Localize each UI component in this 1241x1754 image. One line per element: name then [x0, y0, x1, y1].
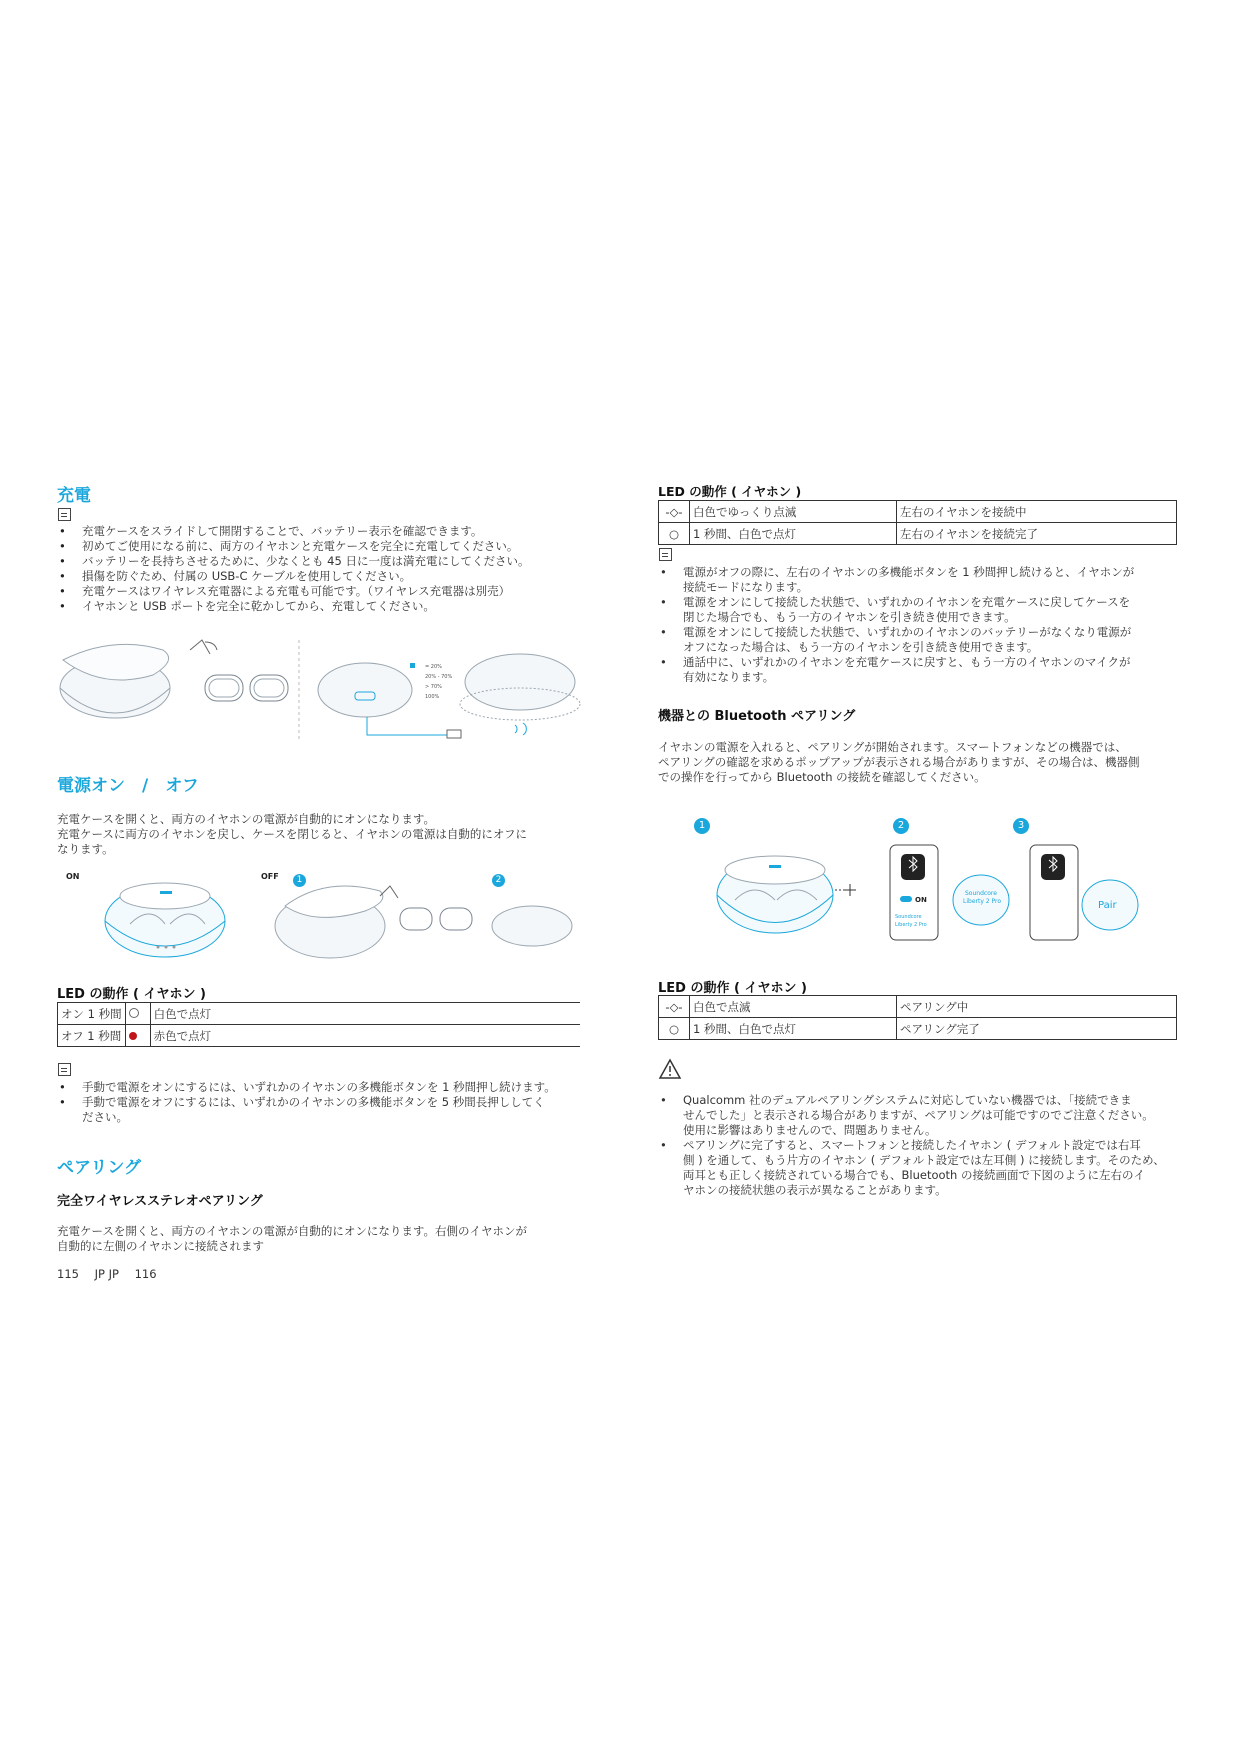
solid-icon: ○: [659, 1018, 690, 1040]
list-item: • イヤホンと USB ポートを完全に乾かしてから、充電してください。: [57, 599, 597, 614]
led-status: 左右のイヤホンを接続中: [897, 501, 1177, 523]
list-item: • 充電ケースをスライドして開閉することで、バッテリー表示を確認できます。: [57, 524, 597, 539]
led-desc: 1 秒間、白色で点灯: [690, 523, 897, 545]
pairing-subtitle: 完全ワイヤレスステレオペアリング: [57, 1194, 263, 1209]
led-status: ペアリング中: [897, 996, 1177, 1018]
table-row: [659, 1018, 1177, 1040]
note-icon: [58, 508, 71, 521]
popup-device-model: Liberty 2 Pro: [963, 898, 1002, 905]
list-item-continued: せんでした」と表示される場合がありますが、ペアリングは可能ですのでご注意ください。: [683, 1108, 1154, 1122]
table-row: [659, 523, 1177, 545]
note-icon: [58, 1063, 71, 1076]
list-item: 電源をオンにして接続した状態で、いずれかのイヤホンのバッテリーがなくなり電源が: [683, 625, 1132, 639]
led-desc: 赤色で点灯: [150, 1025, 580, 1047]
bt-paragraph: イヤホンの電源を入れると、ペアリングが開始されます。スマートフォンなどの機器では、: [658, 740, 1127, 754]
power-illustration: [100, 876, 580, 966]
led-status: ペアリング完了: [897, 1018, 1177, 1040]
battery-label: 20% - 70%: [425, 674, 453, 680]
list-item-continued: オフになった場合は、もう一方のイヤホンを引き続き使用できます。: [683, 640, 1039, 654]
list-item-continued: ださい。: [82, 1110, 128, 1124]
on-label: ON: [66, 872, 80, 881]
table-row: [58, 1003, 581, 1025]
bluetooth-illustration: [715, 840, 1155, 950]
step-2-badge: 2: [893, 818, 909, 834]
charging-bullets: [57, 524, 597, 614]
device-model: Liberty 2 Pro: [895, 922, 927, 928]
battery-label: 100%: [425, 694, 440, 700]
list-item: Qualcomm 社のデュアルペアリングシステムに対応していない機器では、「接続できま: [683, 1093, 1132, 1107]
led-table-right: [658, 500, 1177, 545]
led-white-icon: [125, 1003, 150, 1025]
led-title: LED の動作 ( イヤホン ): [57, 987, 206, 1002]
bt-paragraph: での操作を行ってから Bluetooth の接続を確認してください。: [658, 770, 986, 784]
list-item-continued: 接続モードになります。: [683, 580, 809, 594]
led-desc: 白色でゆっくり点滅: [690, 501, 897, 523]
led-title-right-2: LED の動作 ( イヤホン ): [658, 981, 807, 996]
battery-label: > 70%: [425, 684, 442, 690]
list-item: • 損傷を防ぐため、付属の USB-C ケーブルを使用してください。: [57, 569, 597, 584]
led-desc: 白色で点滅: [690, 996, 897, 1018]
charging-illustration: [55, 630, 595, 745]
list-item: 通話中に、いずれかのイヤホンを充電ケースに戻すと、もう一方のイヤホンのマイクが: [683, 655, 1131, 669]
led-desc: 白色で点灯: [150, 1003, 580, 1025]
list-item: 電源がオフの際に、左右のイヤホンの多機能ボタンを 1 秒間押し続けると、イヤホンが: [683, 565, 1135, 579]
pairing-title: ペアリング: [57, 1158, 141, 1178]
warning-notes: • Qualcomm 社のデュアルペアリングシステムに対応していない機器では、「接続できま せんでした」と表示される場合がありますが、ペアリングは可能ですのでご注意ください。 使用に影響はありませんので、問題ありません。 • ペアリングに完了すると、スマートフォンと接続したイヤホン ( デフォルト設定では右耳 側 ) を通して、もう片方のイヤホン ( デフォルト設定では左耳側 ) に接続します。そのため、 両耳とも正しく接続されている場合でも、Bluetooth の接続画面で下図のように左右のイ ヤホンの接続状態の表示が異なることがあります。: [658, 1093, 1198, 1198]
led-status: 左右のイヤホンを接続完了: [897, 523, 1177, 545]
connection-notes: • 電源がオフの際に、左右のイヤホンの多機能ボタンを 1 秒間押し続けると、イヤホンが 接続モードになります。 • 電源をオンにして接続した状態で、いずれかのイヤホンを充電ケースに戻してケースを 閉じた場合でも、もう一方のイヤホンを引き続き使用できます。 • 電源をオンにして接続した状態で、いずれかのイヤホンのバッテリーがなくなり電源が オフになった場合は、もう一方のイヤホンを引き続き使用できます。 • 通話中に、いずれかのイヤホンを充電ケースに戻すと、もう一方のイヤホンのマイクが 有効になります。: [658, 565, 1198, 685]
led-red-icon: [125, 1025, 150, 1047]
list-item: • 初めてご使用になる前に、両方のイヤホンと充電ケースを完全に充電してください。: [57, 539, 597, 554]
power-title: 電源オン / オフ: [57, 776, 199, 796]
popup-device-name: Soundcore: [965, 890, 997, 897]
led-desc: 1 秒間、白色で点灯: [690, 1018, 897, 1040]
list-item-continued: 閉じた場合でも、もう一方のイヤホンを引き続き使用できます。: [683, 610, 1016, 624]
list-item-continued: 有効になります。: [683, 670, 775, 684]
footer: [57, 1267, 157, 1281]
note-icon: [659, 548, 672, 561]
off-label: OFF: [261, 872, 279, 881]
list-item-continued: 使用に影響はありませんので、問題ありません。: [683, 1123, 937, 1137]
blink-icon: -◇-: [659, 501, 690, 523]
list-item: • 手動で電源をオフにするには、いずれかのイヤホンの多機能ボタンを 5 秒間長押ししてく: [57, 1095, 597, 1110]
blink-icon: -◇-: [659, 996, 690, 1018]
step-1-badge: 1: [293, 874, 306, 887]
list-item-continued: 両耳とも正しく接続されている場合でも、Bluetooth の接続画面で下図のように左右のイ: [683, 1168, 1145, 1182]
led-state: オン 1 秒間: [58, 1003, 126, 1025]
list-item: • 手動で電源をオンにするには、いずれかのイヤホンの多機能ボタンを 1 秒間押し続けます。: [57, 1080, 597, 1095]
list-item-continued: ヤホンの接続状態の表示が異なることがあります。: [683, 1183, 947, 1197]
list-item: • バッテリーを長持ちさせるために、少なくとも 45 日に一度は満充電にしてください。: [57, 554, 597, 569]
list-item: 電源をオンにして接続した状態で、いずれかのイヤホンを充電ケースに戻してケースを: [683, 595, 1131, 609]
toggle-on-label: ON: [915, 896, 927, 904]
led-table: [57, 1002, 580, 1047]
bt-paragraph: ペアリングの確認を求めるポップアップが表示される場合がありますが、その場合は、機器側: [658, 755, 1140, 769]
led-table-pairing: [658, 995, 1177, 1040]
pairing-paragraph: 充電ケースを開くと、両方のイヤホンの電源が自動的にオンになります。右側のイヤホンが: [57, 1224, 527, 1238]
solid-icon: ○: [659, 523, 690, 545]
charging-title: 充電: [57, 486, 91, 506]
device-name: Soundcore: [895, 914, 922, 920]
list-item-continued: 側 ) を通して、もう片方のイヤホン ( デフォルト設定では左耳側 ) に接続します。そのため、: [683, 1153, 1165, 1167]
page-number-right: 116: [134, 1267, 157, 1281]
power-paragraph: 充電ケースに両方のイヤホンを戻し、ケースを閉じると、イヤホンの電源は自動的にオフに: [57, 827, 527, 841]
page-number-left: 115: [57, 1267, 79, 1281]
power-notes: [57, 1080, 597, 1110]
footer-lang: JP JP: [94, 1267, 119, 1281]
step-1-badge: 1: [694, 818, 710, 834]
power-paragraph: なります。: [57, 842, 114, 856]
table-row: [659, 501, 1177, 523]
pair-button: Pair: [1098, 900, 1117, 911]
step-3-badge: 3: [1013, 818, 1029, 834]
battery-label: = 20%: [425, 664, 442, 670]
list-item: ペアリングに完了すると、スマートフォンと接続したイヤホン ( デフォルト設定では右耳: [683, 1138, 1141, 1152]
table-row: [659, 996, 1177, 1018]
warning-icon: [658, 1058, 682, 1080]
table-row: [58, 1025, 581, 1047]
step-2-badge: 2: [492, 874, 505, 887]
power-paragraph: 充電ケースを開くと、両方のイヤホンの電源が自動的にオンになります。: [57, 812, 436, 826]
bt-title: 機器との Bluetooth ペアリング: [658, 709, 856, 724]
list-item: • 充電ケースはワイヤレス充電器による充電も可能です。（ワイヤレス充電器は別売）: [57, 584, 597, 599]
pairing-paragraph: 自動的に左側のイヤホンに接続されます: [57, 1239, 264, 1253]
led-title-right: LED の動作 ( イヤホン ): [658, 484, 802, 499]
led-state: オフ 1 秒間: [58, 1025, 126, 1047]
